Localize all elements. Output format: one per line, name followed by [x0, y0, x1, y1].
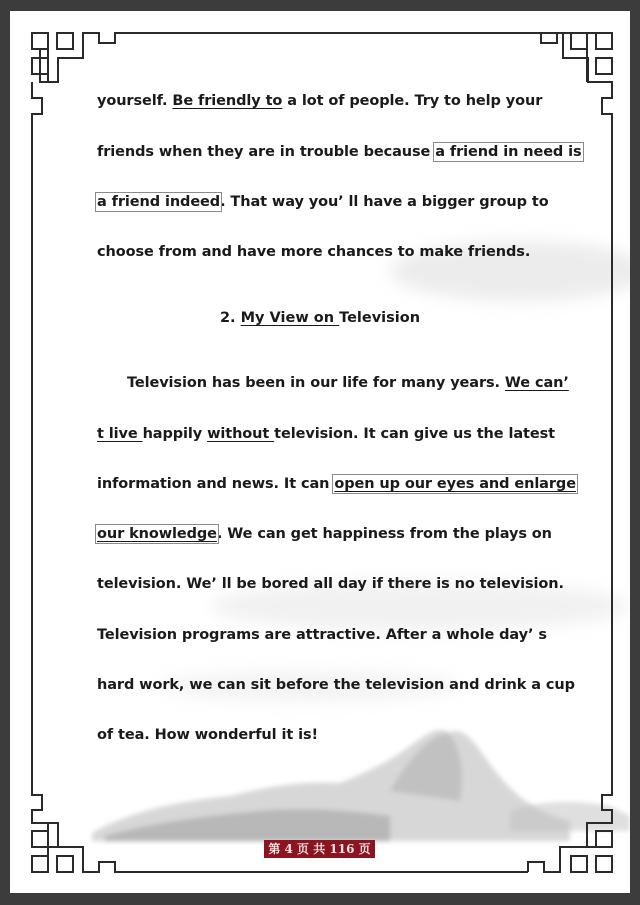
text-span: information and news. It can [97, 476, 335, 492]
text-line [97, 576, 564, 592]
text-line [97, 677, 575, 693]
text-span: choose from and have more chances to make friends. [97, 244, 531, 260]
page-number-badge: 第 4 页 共 116 页 [264, 840, 375, 858]
text-line [97, 627, 547, 643]
text-span: friends when they are in trouble because [97, 144, 436, 160]
underlined-phrase: Be friendly to [172, 93, 283, 109]
section-heading [0, 310, 640, 326]
text-span: Television has been in our life for many years. [127, 375, 505, 391]
text-span: yourself. [97, 93, 173, 109]
text-line [97, 93, 542, 109]
text-span: of tea. How wonderful it is! [97, 727, 319, 743]
text-span: happily [142, 426, 208, 442]
heading-text: Television [339, 310, 421, 326]
underlined-phrase: t live [97, 426, 143, 442]
text-span: . We can get happiness from the plays on [216, 526, 552, 542]
underlined-phrase: My View on [240, 310, 340, 326]
boxed-phrase: a friend indeed [97, 194, 221, 210]
boxed-phrase: a friend in need is [435, 144, 582, 160]
text-span: hard work, we can sit before the television and drink a cup [97, 677, 575, 693]
text-line [97, 727, 318, 743]
text-line [97, 244, 530, 260]
text-line [97, 526, 552, 542]
text-span: a lot of people. Try to help your [282, 93, 543, 109]
text-line [127, 375, 569, 391]
boxed-phrase: open up our eyes and enlarge [334, 476, 576, 492]
text-span: television. It can give us the latest [274, 426, 555, 442]
text-line [97, 476, 576, 492]
text-span: television. We’ ll be bored all day if there is no television. [97, 576, 564, 592]
heading-number: 2. [219, 310, 241, 326]
text-span: Television programs are attractive. After a whole day’ s [97, 627, 547, 643]
boxed-phrase: our knowledge [97, 526, 217, 542]
text-span: . That way you’ ll have a bigger group to [220, 194, 549, 210]
text-line [97, 426, 555, 442]
underlined-phrase: We can’ [504, 375, 569, 391]
underlined-phrase: without [207, 426, 275, 442]
text-line [97, 144, 582, 160]
text-line [97, 194, 549, 210]
